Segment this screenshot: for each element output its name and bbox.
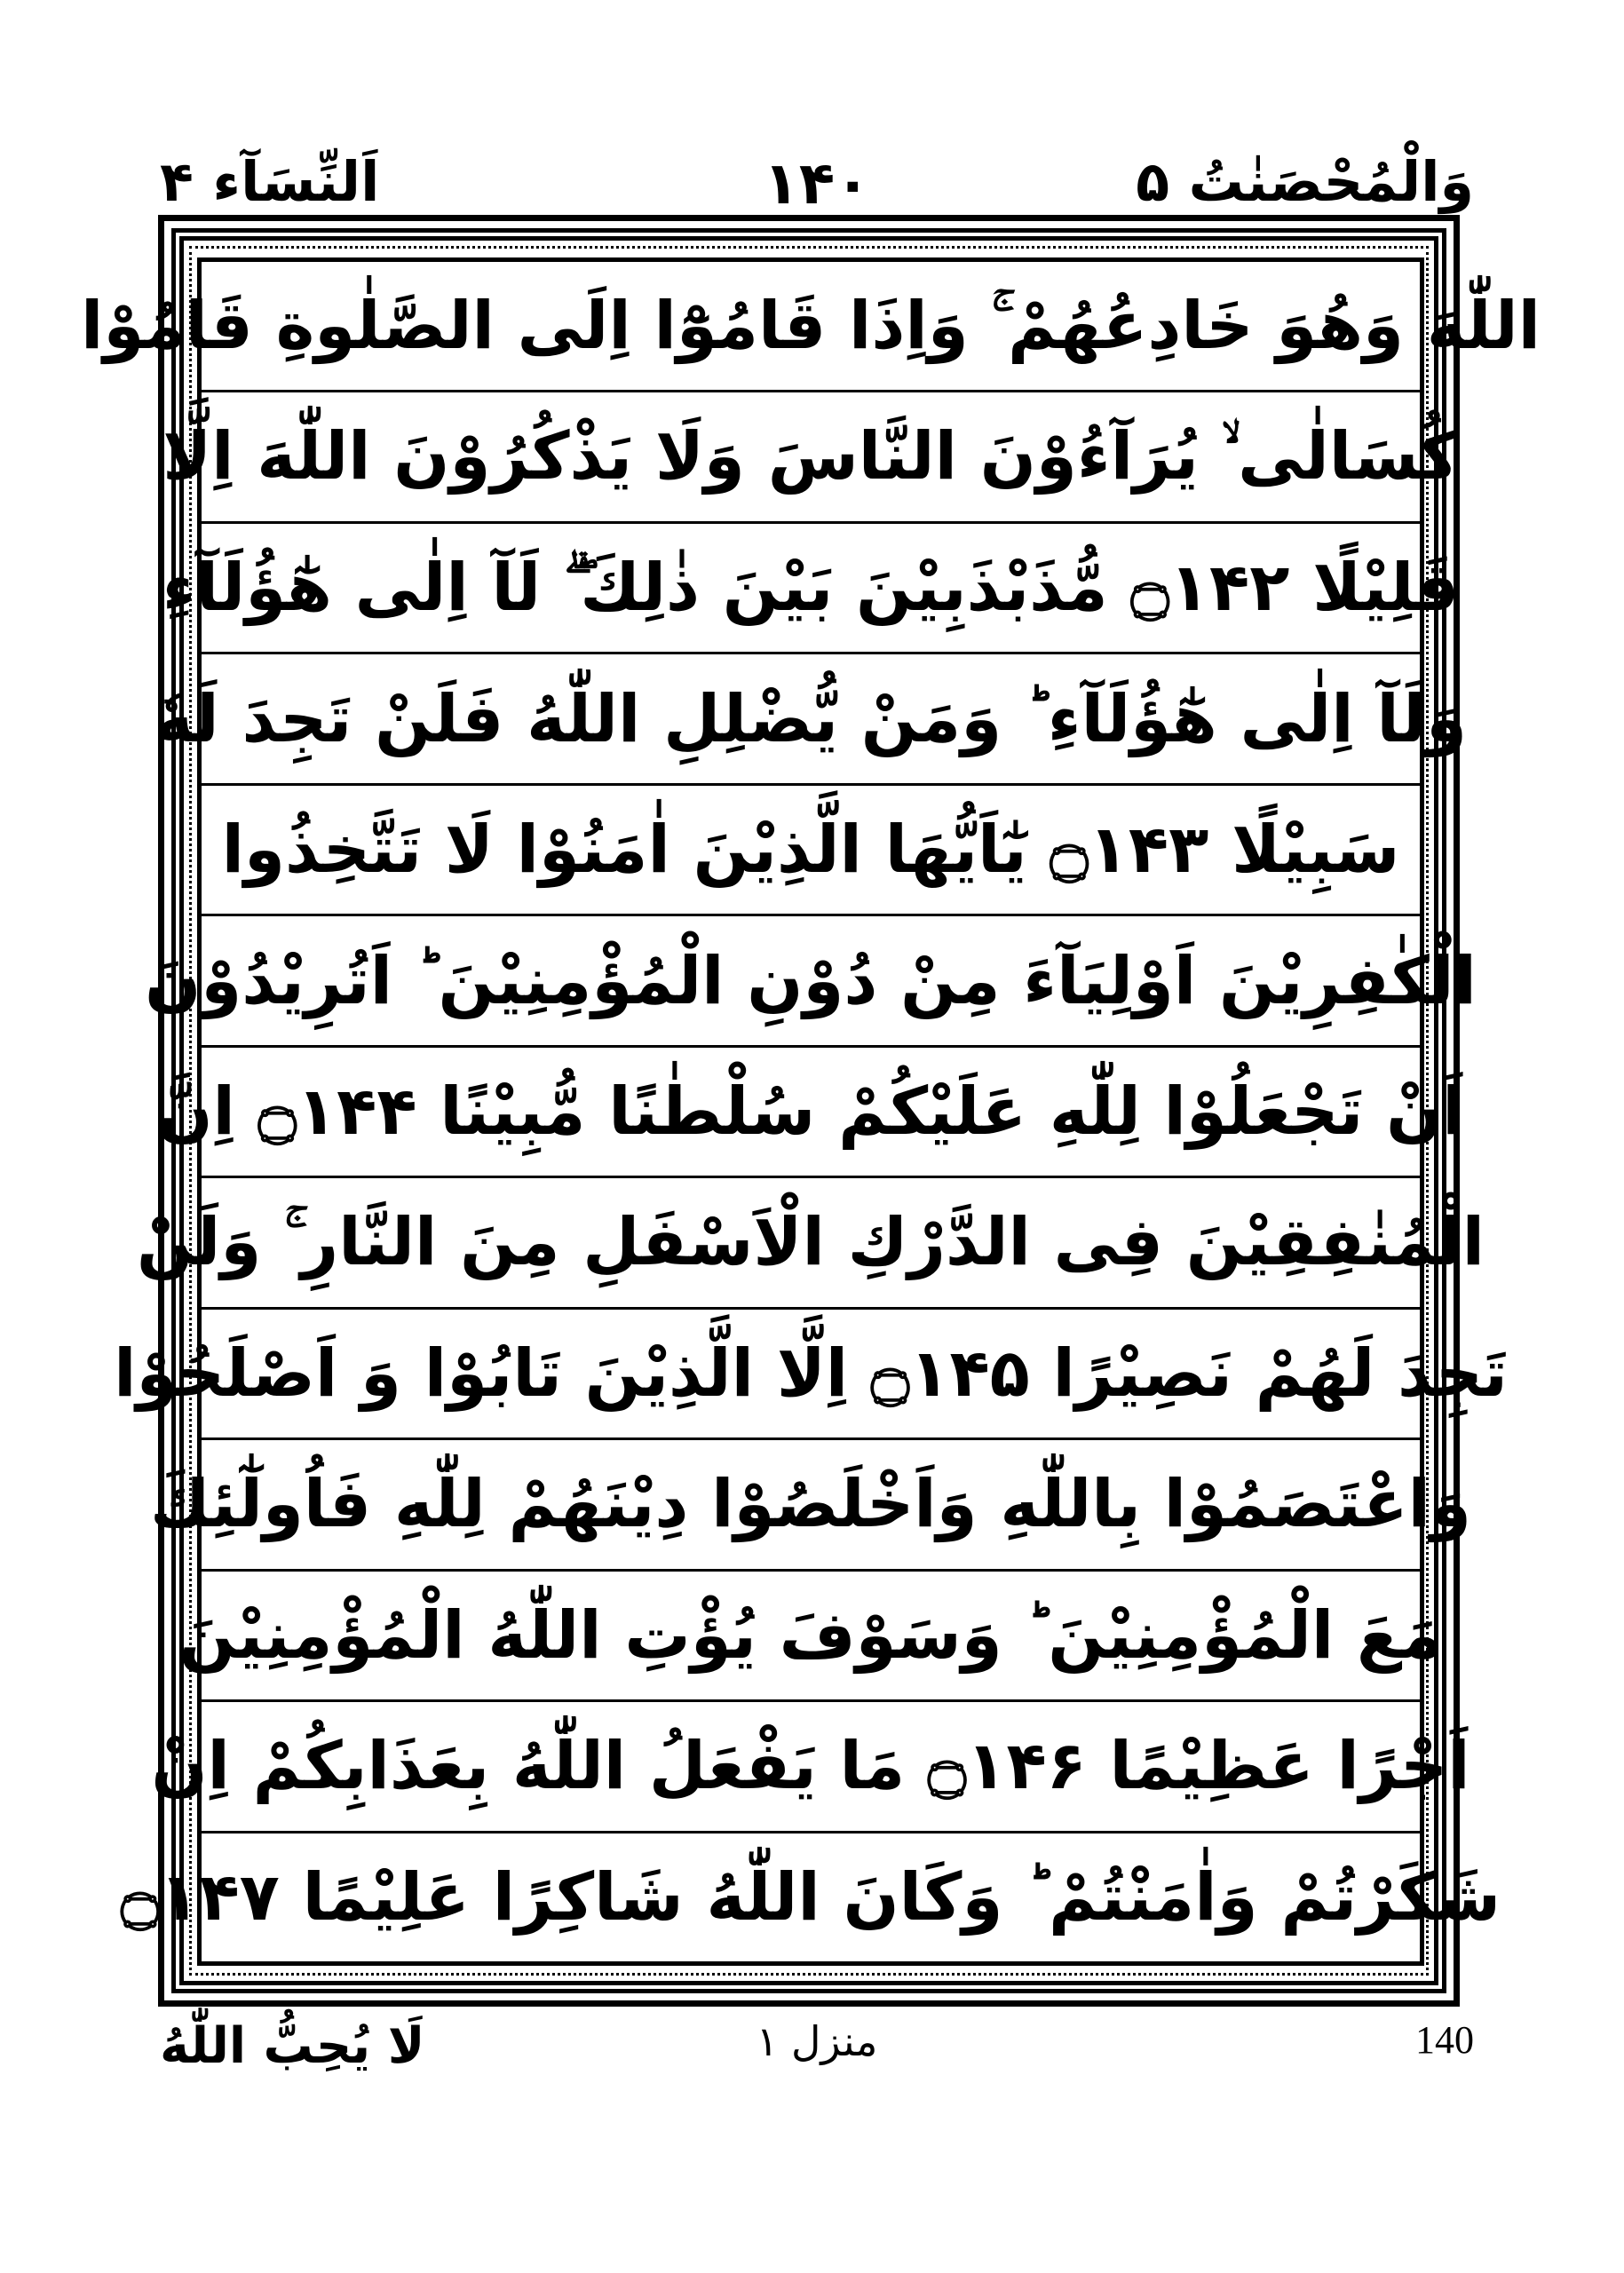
text-line: اَنْ تَجْعَلُوْا لِلّٰهِ عَلَيْكُمْ سُلْطٰنًا مُّبِيْنًا ۝۱۴۴ اِنَّ: [202, 1048, 1420, 1178]
juz-name: وَالْمُحْصَنٰتُ ۵: [1136, 149, 1474, 214]
text-line: الْكٰفِرِيْنَ اَوْلِيَآءَ مِنْ دُوْنِ الْمُؤْمِنِيْنَ ؕ اَتُرِيْدُوْنَ: [202, 916, 1420, 1047]
text-line: وَلَآ اِلٰى هٰٓؤُلَآءِ ؕ وَمَنْ يُّضْلِلِ اللّٰهُ فَلَنْ تَجِدَ لَهٗ: [202, 654, 1420, 785]
page-footer: [160, 2014, 1474, 2094]
page-number-header: ۱۴۰: [763, 149, 871, 218]
text-line: كُسَالٰى ۙ يُرَآءُوْنَ النَّاسَ وَلَا يَذْكُرُوْنَ اللّٰهَ اِلَّا: [202, 392, 1420, 523]
surah-name: اَلنِّسَآء ۴: [160, 149, 380, 214]
text-line: تَجِدَ لَهُمْ نَصِيْرًا ۝۱۴۵ اِلَّا الَّذِيْنَ تَابُوْا وَ اَصْلَحُوْا: [202, 1310, 1420, 1440]
page-number-footer: 140: [1415, 2018, 1474, 2062]
text-line: شَكَرْتُمْ وَاٰمَنْتُمْ ؕ وَكَانَ اللّٰهُ شَاكِرًا عَلِيْمًا ۝۱۴۷: [120, 1858, 1501, 1936]
text-line: سَبِيْلًا ۝۱۴۳ يٰٓاَيُّهَا الَّذِيْنَ اٰمَنُوْا لَا تَتَّخِذُوا: [202, 786, 1420, 916]
manzil-label: منزل ۱: [756, 2017, 878, 2065]
quran-text-block: [80, 257, 1541, 1966]
text-line: اَجْرًا عَظِيْمًا ۝۱۴۶ مَا يَفْعَلُ اللّٰهُ بِعَذَابِكُمْ اِنْ: [202, 1702, 1420, 1833]
text-line: الْمُنٰفِقِيْنَ فِى الدَّرْكِ الْاَسْفَلِ مِنَ النَّارِ ۚ وَلَنْ: [202, 1178, 1420, 1309]
text-line: مَعَ الْمُؤْمِنِيْنَ ؕ وَسَوْفَ يُؤْتِ اللّٰهُ الْمُؤْمِنِيْنَ: [202, 1572, 1420, 1702]
text-line: قَلِيْلًا ۝۱۴۲ مُّذَبْذَبِيْنَ بَيْنَ ذٰلِكَ ۖۗ لَآ اِلٰى هٰٓؤُلَآءِ: [202, 524, 1420, 654]
text-line: اللّٰهَ وَهُوَ خَادِعُهُمْ ۚ وَاِذَا قَامُوْٓا اِلَى الصَّلٰوةِ قَامُوْا: [202, 262, 1420, 392]
text-line: وَاعْتَصَمُوْا بِاللّٰهِ وَاَخْلَصُوْا دِيْنَهُمْ لِلّٰهِ فَاُولٰٓئِكَ: [202, 1440, 1420, 1571]
catchword: لَا يُحِبُّ اللّٰهُ: [160, 2017, 425, 2075]
